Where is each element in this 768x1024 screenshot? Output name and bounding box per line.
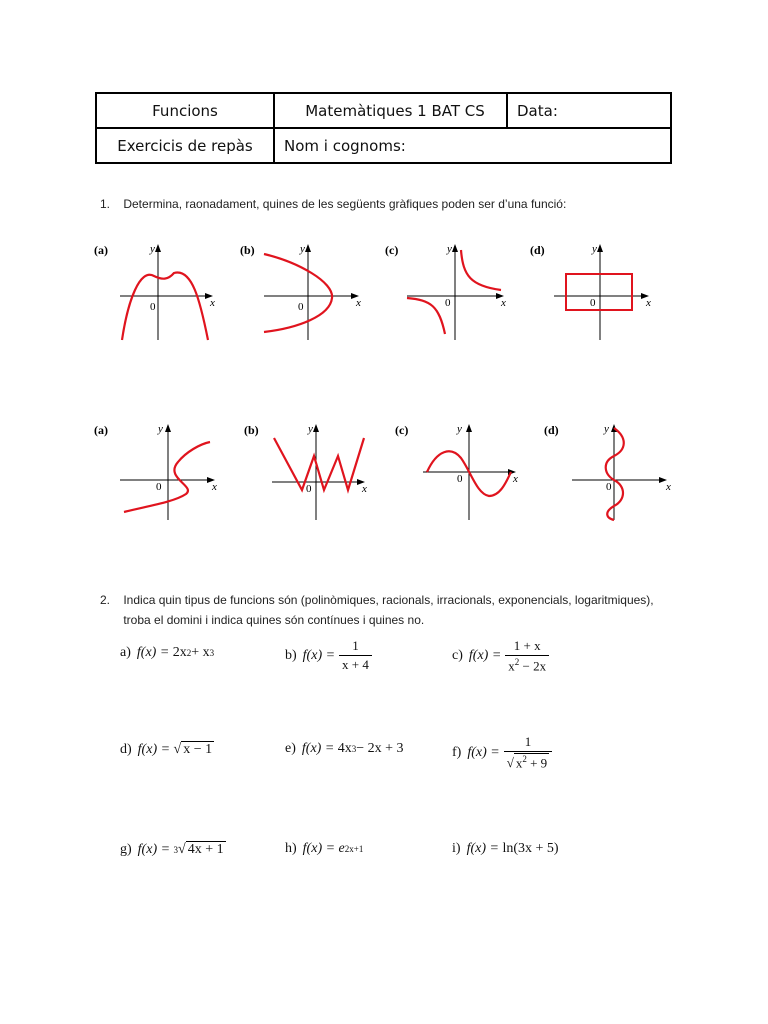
formula-e: e) f(x) = 4x 3 − 2x + 3 [285,741,404,756]
exercise-1-number: 1. [100,197,111,211]
svg-text:y: y [604,423,609,435]
curve-c1-left [407,298,445,334]
svg-text:(b): (b) [240,243,255,257]
formula-h: h) f(x) = e 2x+1 [285,841,364,856]
svg-text:x: x [210,297,215,309]
formula-a: a) f(x) = 2x 2 + x 3 [120,645,215,660]
svg-text:x: x [362,483,367,495]
svg-text:y: y [592,243,597,255]
exercise-1 [100,194,566,214]
svg-text:x: x [212,481,217,493]
graph-row2-b [242,420,377,525]
formula-b: b) f(x) = $\frac{1}{x + 4}$ [285,638,372,673]
svg-text:0: 0 [590,297,596,309]
svg-text:x: x [513,473,518,485]
header-table [95,92,672,164]
svg-text:y: y [308,423,313,435]
curve-d1-rect [566,274,632,310]
graph-row1-a [92,240,227,345]
formula-i: i) f(x) = ln(3x + 5) [452,841,559,856]
exercise-2-text-line2: troba el domini i indica quines són contínues i quines no. [123,613,425,627]
graph-row2-a [92,420,227,525]
svg-text:0: 0 [306,483,312,495]
svg-text:y: y [447,243,452,255]
svg-text:0: 0 [298,301,304,313]
svg-text:(c): (c) [385,243,399,257]
graph-label: (a) [94,243,108,257]
header-subtitle: Exercicis de repàs [96,128,274,163]
svg-text:x: x [356,297,361,309]
graph-row1-b [238,240,373,345]
formula-g: g) f(x) = 3 √ 4x + 1 [120,841,224,857]
exercise-1-text: Determina, raonadament, quines de les següents gràfiques poden ser d’una funció: [123,197,567,211]
curve-a2 [124,442,210,512]
svg-text:y: y [150,243,155,255]
formula-f: f) f(x) = 1 √ $x^2 + 9$ [452,734,552,771]
svg-text:(c): (c) [395,423,409,437]
header-subject: Matemàtiques 1 BAT CS [274,93,507,128]
svg-text:(d): (d) [544,423,559,437]
graph-row1-d [528,240,663,345]
svg-text:y: y [158,423,163,435]
svg-text:x: x [666,481,671,493]
svg-text:(d): (d) [530,243,545,257]
graph-row1-c [383,240,518,345]
svg-text:x: x [501,297,506,309]
svg-text:0: 0 [606,481,612,493]
exercise-2-number: 2. [100,593,111,607]
svg-text:y: y [457,423,462,435]
header-date-label[interactable]: Data: [507,93,671,128]
svg-text:x: x [646,297,651,309]
svg-text:y: y [300,243,305,255]
formula-d: d) f(x) = √ x − 1 [120,741,213,757]
exercise-2-text-line1: Indica quin tipus de funcions són (polinòmiques, racionals, irracionals, exponencials, logaritmiques), [123,593,654,607]
curve-a1 [122,272,208,340]
curve-b1 [264,254,332,332]
svg-text:0: 0 [150,301,156,313]
header-title: Funcions [96,93,274,128]
graph-row2-c [393,420,528,525]
formula-c: c) f(x) = $\frac{1 + x}{x^2 - 2x}$ [452,638,549,674]
header-name-label[interactable]: Nom i cognoms: [274,128,671,163]
svg-text:(b): (b) [244,423,259,437]
svg-text:0: 0 [445,297,451,309]
svg-text:0: 0 [156,481,162,493]
curve-c1-right [461,250,501,290]
graph-row2-d [542,420,677,525]
svg-text:(a): (a) [94,423,108,437]
exercise-2 [100,590,654,630]
svg-text:0: 0 [457,473,463,485]
curve-d2 [606,428,624,520]
